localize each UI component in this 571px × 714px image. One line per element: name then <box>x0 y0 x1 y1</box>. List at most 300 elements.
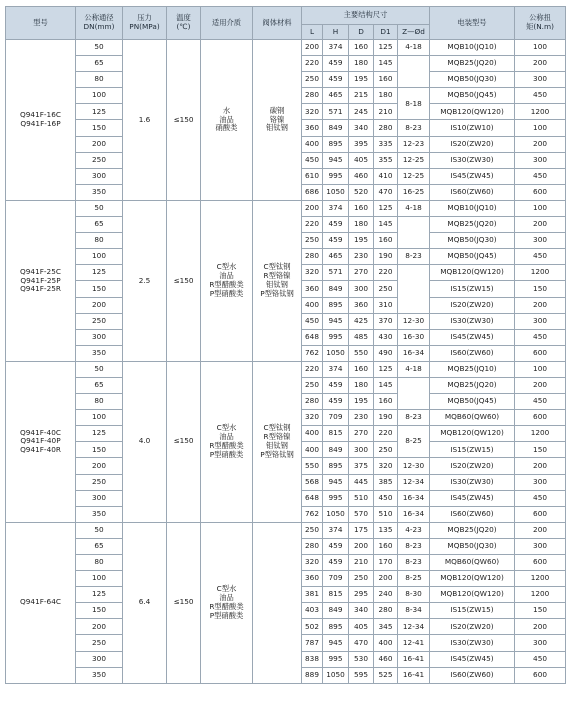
material-cell <box>253 200 302 361</box>
dim-D-cell: 460 <box>349 168 374 184</box>
header-zd: Z—Ød <box>398 25 430 40</box>
medium-cell <box>201 361 253 522</box>
dim-L-cell: 280 <box>302 394 323 410</box>
actuator-cell: IS15(ZW15) <box>430 281 515 297</box>
dim-D-cell: 180 <box>349 217 374 233</box>
dn-cell: 150 <box>76 281 123 297</box>
material-cell <box>253 361 302 522</box>
dim-L-cell: 403 <box>302 603 323 619</box>
dim-H-cell: 374 <box>323 40 349 56</box>
dim-D1-cell: 200 <box>374 571 398 587</box>
dim-H-cell: 571 <box>323 104 349 120</box>
dim-H-cell: 945 <box>323 474 349 490</box>
dim-H-cell: 459 <box>323 377 349 393</box>
dn-cell: 250 <box>76 313 123 329</box>
dim-L-cell: 648 <box>302 490 323 506</box>
torque-cell: 1200 <box>515 426 566 442</box>
torque-cell: 200 <box>515 619 566 635</box>
dim-H-cell: 709 <box>323 410 349 426</box>
dim-D-cell: 175 <box>349 522 374 538</box>
dim-L-cell: 220 <box>302 361 323 377</box>
dim-D-cell: 405 <box>349 152 374 168</box>
dim-L-cell: 450 <box>302 152 323 168</box>
table-row <box>6 361 566 377</box>
dim-D-cell: 595 <box>349 667 374 683</box>
torque-cell: 1200 <box>515 571 566 587</box>
dim-zd-cell: 8-23 <box>398 538 430 554</box>
torque-cell: 100 <box>515 200 566 216</box>
dim-D1-cell: 125 <box>374 361 398 377</box>
dim-L-cell: 250 <box>302 233 323 249</box>
dn-cell: 50 <box>76 522 123 538</box>
dn-cell: 100 <box>76 410 123 426</box>
dim-H-cell: 849 <box>323 442 349 458</box>
dim-L-cell: 400 <box>302 426 323 442</box>
actuator-cell: MQB25(JQ20) <box>430 217 515 233</box>
dim-D1-cell: 430 <box>374 329 398 345</box>
dim-L-cell: 568 <box>302 474 323 490</box>
dim-H-cell: 571 <box>323 265 349 281</box>
dim-D-cell: 395 <box>349 136 374 152</box>
dim-H-cell: 945 <box>323 152 349 168</box>
material-cell-line: 钼钛钢 <box>266 279 288 289</box>
torque-cell: 450 <box>515 88 566 104</box>
torque-cell: 300 <box>515 313 566 329</box>
model-cell-line: Q941F-25C <box>20 266 61 276</box>
dim-H-cell: 459 <box>323 538 349 554</box>
torque-cell: 600 <box>515 506 566 522</box>
dim-L-cell: 220 <box>302 56 323 72</box>
dim-H-cell: 374 <box>323 522 349 538</box>
dim-D-cell: 295 <box>349 587 374 603</box>
material-cell-line: C型钛钢 <box>263 423 291 433</box>
dim-zd-cell: 4-18 <box>398 361 430 377</box>
actuator-cell: IS30(ZW30) <box>430 635 515 651</box>
dim-D-cell: 250 <box>349 571 374 587</box>
dim-D-cell: 210 <box>349 555 374 571</box>
dim-D-cell: 520 <box>349 184 374 200</box>
dn-cell: 150 <box>76 120 123 136</box>
dim-H-cell: 895 <box>323 297 349 313</box>
actuator-cell: MQB50(JQ30) <box>430 538 515 554</box>
actuator-cell: IS45(ZW45) <box>430 651 515 667</box>
dim-zd-cell: 12-41 <box>398 635 430 651</box>
medium-cell <box>201 522 253 683</box>
actuator-cell: IS20(ZW20) <box>430 458 515 474</box>
torque-cell: 200 <box>515 56 566 72</box>
header-L: L <box>302 25 323 40</box>
dim-H-cell: 895 <box>323 136 349 152</box>
dim-H-cell: 459 <box>323 72 349 88</box>
actuator-cell: MQB10(JQ10) <box>430 40 515 56</box>
header-dimensions: 主要结构尺寸 <box>302 7 430 25</box>
header-medium: 适用介质 <box>201 7 253 40</box>
dim-L-cell: 320 <box>302 555 323 571</box>
actuator-cell: MQB25(JQ20) <box>430 377 515 393</box>
actuator-cell: MQB25(JQ20) <box>430 522 515 538</box>
dim-D1-cell: 370 <box>374 313 398 329</box>
torque-cell: 300 <box>515 635 566 651</box>
dim-D1-cell: 220 <box>374 426 398 442</box>
dim-zd-cell <box>398 265 430 313</box>
dim-D-cell: 485 <box>349 329 374 345</box>
material-cell-line: P型铬钛钢 <box>260 288 294 298</box>
dim-D1-cell: 280 <box>374 120 398 136</box>
dim-D1-cell: 160 <box>374 72 398 88</box>
dim-zd-cell: 8-25 <box>398 571 430 587</box>
temp-cell: ≤150 <box>167 522 201 683</box>
material-cell-line: C型钛钢 <box>263 262 291 272</box>
dim-L-cell: 360 <box>302 120 323 136</box>
pn-cell: 6.4 <box>123 522 167 683</box>
dim-zd-cell <box>398 217 430 249</box>
dim-D1-cell: 385 <box>374 474 398 490</box>
medium-cell-line: 油品 <box>219 271 234 281</box>
dim-D-cell: 270 <box>349 265 374 281</box>
dim-D1-cell: 525 <box>374 667 398 683</box>
header-pn-text: 压力 PN(MPa) <box>129 13 160 31</box>
material-cell-line: R型铬镍 <box>263 432 291 442</box>
torque-cell: 200 <box>515 217 566 233</box>
dim-H-cell: 374 <box>323 200 349 216</box>
dn-cell: 200 <box>76 297 123 313</box>
dim-D-cell: 245 <box>349 104 374 120</box>
dn-cell: 100 <box>76 249 123 265</box>
actuator-cell: IS60(ZW60) <box>430 184 515 200</box>
torque-cell: 600 <box>515 184 566 200</box>
actuator-cell: MQB120(QW120) <box>430 104 515 120</box>
dim-H-cell: 709 <box>323 571 349 587</box>
dim-D1-cell: 125 <box>374 200 398 216</box>
torque-cell: 1200 <box>515 587 566 603</box>
dn-cell: 350 <box>76 667 123 683</box>
actuator-cell: IS30(ZW30) <box>430 313 515 329</box>
torque-cell: 600 <box>515 410 566 426</box>
dim-H-cell: 945 <box>323 313 349 329</box>
dim-L-cell: 610 <box>302 168 323 184</box>
model-cell-line: Q941F-40R <box>20 445 61 455</box>
dim-L-cell: 250 <box>302 377 323 393</box>
dim-zd-cell: 8-23 <box>398 249 430 265</box>
model-cell-line: Q941F-25R <box>20 284 61 294</box>
dim-L-cell: 200 <box>302 200 323 216</box>
torque-cell: 600 <box>515 555 566 571</box>
torque-cell: 200 <box>515 377 566 393</box>
dim-D1-cell: 250 <box>374 442 398 458</box>
dim-D1-cell: 460 <box>374 651 398 667</box>
material-cell-line: 钼钛钢 <box>266 123 288 133</box>
dim-D-cell: 570 <box>349 506 374 522</box>
dim-D1-cell: 240 <box>374 587 398 603</box>
torque-cell: 300 <box>515 233 566 249</box>
dn-cell: 125 <box>76 587 123 603</box>
header-model: 型号 <box>6 7 76 40</box>
dim-D1-cell: 190 <box>374 249 398 265</box>
table-row <box>6 40 566 56</box>
dn-cell: 125 <box>76 426 123 442</box>
torque-cell: 200 <box>515 458 566 474</box>
model-cell-line: Q941F-64C <box>20 597 61 607</box>
header-temp <box>167 7 201 40</box>
dim-zd-cell: 4-18 <box>398 40 430 56</box>
dim-D-cell: 215 <box>349 88 374 104</box>
dim-L-cell: 381 <box>302 587 323 603</box>
dim-zd-cell: 4-23 <box>398 522 430 538</box>
header-pn <box>123 7 167 40</box>
actuator-cell: MQB50(JQ30) <box>430 72 515 88</box>
dim-H-cell: 995 <box>323 490 349 506</box>
dn-cell: 125 <box>76 104 123 120</box>
torque-cell: 100 <box>515 40 566 56</box>
dim-H-cell: 849 <box>323 120 349 136</box>
dim-H-cell: 815 <box>323 426 349 442</box>
dim-D1-cell: 160 <box>374 233 398 249</box>
actuator-cell: IS20(ZW20) <box>430 297 515 313</box>
actuator-cell: IS60(ZW60) <box>430 667 515 683</box>
dn-cell: 200 <box>76 458 123 474</box>
dim-zd-cell: 8-30 <box>398 587 430 603</box>
dim-zd-cell <box>398 56 430 88</box>
dim-L-cell: 762 <box>302 345 323 361</box>
medium-cell-line: 油品 <box>219 114 234 124</box>
table-row <box>6 200 566 216</box>
dim-H-cell: 459 <box>323 394 349 410</box>
medium-cell <box>201 200 253 361</box>
dim-zd-cell: 16-41 <box>398 667 430 683</box>
dim-zd-cell: 12-34 <box>398 619 430 635</box>
dim-H-cell: 995 <box>323 329 349 345</box>
dim-H-cell: 459 <box>323 233 349 249</box>
torque-cell: 1200 <box>515 265 566 281</box>
dim-D1-cell: 490 <box>374 345 398 361</box>
dim-D1-cell: 135 <box>374 522 398 538</box>
dn-cell: 250 <box>76 474 123 490</box>
dn-cell: 350 <box>76 345 123 361</box>
dim-H-cell: 465 <box>323 249 349 265</box>
dim-L-cell: 762 <box>302 506 323 522</box>
actuator-cell: IS15(ZW15) <box>430 603 515 619</box>
dn-cell: 65 <box>76 217 123 233</box>
dn-cell: 80 <box>76 72 123 88</box>
dim-D1-cell: 170 <box>374 555 398 571</box>
dim-D-cell: 300 <box>349 442 374 458</box>
medium-cell-line: 油品 <box>219 432 234 442</box>
dim-L-cell: 686 <box>302 184 323 200</box>
dim-H-cell: 1050 <box>323 345 349 361</box>
dim-D-cell: 470 <box>349 635 374 651</box>
dim-D-cell: 405 <box>349 619 374 635</box>
dn-cell: 200 <box>76 619 123 635</box>
dim-L-cell: 360 <box>302 281 323 297</box>
dim-D1-cell: 145 <box>374 56 398 72</box>
dim-D1-cell: 160 <box>374 394 398 410</box>
header-actuator: 电装型号 <box>430 7 515 40</box>
header-temp-text: 温度 (℃) <box>176 13 191 31</box>
dim-D1-cell: 220 <box>374 265 398 281</box>
medium-cell-line: P型硝酸类 <box>209 449 244 459</box>
dim-zd-cell: 16-41 <box>398 651 430 667</box>
dn-cell: 200 <box>76 136 123 152</box>
dim-L-cell: 648 <box>302 329 323 345</box>
medium-cell-line: C型水 <box>216 262 237 272</box>
model-cell <box>6 200 76 361</box>
dim-D1-cell: 280 <box>374 603 398 619</box>
dn-cell: 80 <box>76 555 123 571</box>
dim-L-cell: 838 <box>302 651 323 667</box>
dim-L-cell: 360 <box>302 571 323 587</box>
dim-D1-cell: 345 <box>374 619 398 635</box>
model-cell-line: Q941F-25P <box>20 275 61 285</box>
dim-L-cell: 320 <box>302 410 323 426</box>
actuator-cell: MQB120(QW120) <box>430 571 515 587</box>
material-cell-line: 碳钢 <box>269 105 285 115</box>
torque-cell: 100 <box>515 361 566 377</box>
model-cell <box>6 40 76 201</box>
torque-cell: 450 <box>515 329 566 345</box>
dim-L-cell: 889 <box>302 667 323 683</box>
dim-D1-cell: 210 <box>374 104 398 120</box>
pn-cell: 4.0 <box>123 361 167 522</box>
actuator-cell: IS30(ZW30) <box>430 152 515 168</box>
torque-cell: 450 <box>515 394 566 410</box>
model-cell-line: Q941F-40C <box>20 427 61 437</box>
dim-D1-cell: 320 <box>374 458 398 474</box>
dim-H-cell: 459 <box>323 555 349 571</box>
header-torque <box>515 7 566 40</box>
material-cell-line: 铬镍 <box>269 114 285 124</box>
actuator-cell: MQB50(JQ45) <box>430 88 515 104</box>
temp-cell: ≤150 <box>167 40 201 201</box>
dim-H-cell: 815 <box>323 587 349 603</box>
dn-cell: 250 <box>76 635 123 651</box>
actuator-cell: IS30(ZW30) <box>430 474 515 490</box>
torque-cell: 150 <box>515 442 566 458</box>
actuator-cell: IS45(ZW45) <box>430 490 515 506</box>
dim-D1-cell: 450 <box>374 490 398 506</box>
dim-D-cell: 425 <box>349 313 374 329</box>
dim-D-cell: 195 <box>349 72 374 88</box>
actuator-cell: MQB60(QW60) <box>430 555 515 571</box>
material-cell-line: 钼钛钢 <box>266 440 288 450</box>
medium-cell-line: R型醋酸类 <box>209 440 244 450</box>
torque-cell: 450 <box>515 490 566 506</box>
material-cell-line: P型铬钛钢 <box>260 449 294 459</box>
model-cell <box>6 522 76 683</box>
dim-L-cell: 280 <box>302 88 323 104</box>
actuator-cell: MQB25(JQ10) <box>430 361 515 377</box>
dim-L-cell: 280 <box>302 249 323 265</box>
model-cell-line: Q941F-40P <box>20 436 61 446</box>
dn-cell: 50 <box>76 361 123 377</box>
dn-cell: 300 <box>76 490 123 506</box>
dim-L-cell: 250 <box>302 522 323 538</box>
temp-cell: ≤150 <box>167 361 201 522</box>
actuator-cell: MQB10(JQ10) <box>430 200 515 216</box>
dim-D-cell: 510 <box>349 490 374 506</box>
dim-zd-cell: 4-18 <box>398 200 430 216</box>
header-D: D <box>349 25 374 40</box>
medium-cell-line: R型醋酸类 <box>209 279 244 289</box>
dim-zd-cell: 8-23 <box>398 410 430 426</box>
torque-cell: 200 <box>515 522 566 538</box>
dim-H-cell: 945 <box>323 635 349 651</box>
torque-cell: 450 <box>515 249 566 265</box>
dim-D-cell: 340 <box>349 603 374 619</box>
dim-zd-cell: 16-30 <box>398 329 430 345</box>
actuator-cell: IS20(ZW20) <box>430 619 515 635</box>
dim-zd-cell: 12-25 <box>398 152 430 168</box>
dim-D1-cell: 410 <box>374 168 398 184</box>
dim-D1-cell: 125 <box>374 40 398 56</box>
dim-H-cell: 849 <box>323 281 349 297</box>
dn-cell: 65 <box>76 377 123 393</box>
dim-zd-cell: 8-18 <box>398 88 430 120</box>
dim-D-cell: 160 <box>349 200 374 216</box>
medium-cell-line: R型醋酸类 <box>209 601 244 611</box>
dim-zd-cell: 12-23 <box>398 136 430 152</box>
actuator-cell: MQB25(JQ20) <box>430 56 515 72</box>
dim-H-cell: 849 <box>323 603 349 619</box>
medium-cell <box>201 40 253 201</box>
pn-cell: 2.5 <box>123 200 167 361</box>
dim-H-cell: 995 <box>323 168 349 184</box>
dim-D-cell: 200 <box>349 538 374 554</box>
torque-cell: 300 <box>515 538 566 554</box>
dim-D-cell: 270 <box>349 426 374 442</box>
temp-cell: ≤150 <box>167 200 201 361</box>
actuator-cell: IS20(ZW20) <box>430 136 515 152</box>
dim-H-cell: 895 <box>323 619 349 635</box>
model-cell <box>6 361 76 522</box>
torque-cell: 450 <box>515 651 566 667</box>
dim-H-cell: 1050 <box>323 506 349 522</box>
header-material: 阀体材料 <box>253 7 302 40</box>
dim-D-cell: 160 <box>349 40 374 56</box>
actuator-cell: MQB120(QW120) <box>430 426 515 442</box>
dim-D-cell: 530 <box>349 651 374 667</box>
dim-zd-cell: 8-25 <box>398 426 430 458</box>
dim-L-cell: 450 <box>302 313 323 329</box>
dim-L-cell: 502 <box>302 619 323 635</box>
dim-L-cell: 400 <box>302 297 323 313</box>
dim-D-cell: 340 <box>349 120 374 136</box>
table-row <box>6 522 566 538</box>
dim-zd-cell: 8-34 <box>398 603 430 619</box>
medium-cell-line: C型水 <box>216 584 237 594</box>
medium-cell-line: P型硝酸类 <box>209 610 244 620</box>
header-dn-text: 公称通径 DN(mm) <box>83 13 115 31</box>
dim-D-cell: 160 <box>349 361 374 377</box>
actuator-cell: MQB50(JQ30) <box>430 233 515 249</box>
dn-cell: 100 <box>76 571 123 587</box>
dim-zd-cell: 12-30 <box>398 458 430 474</box>
medium-cell-line: 水 <box>222 105 231 115</box>
actuator-cell: IS60(ZW60) <box>430 345 515 361</box>
dim-D1-cell: 180 <box>374 88 398 104</box>
header-H: H <box>323 25 349 40</box>
dn-cell: 300 <box>76 651 123 667</box>
dim-D1-cell: 400 <box>374 635 398 651</box>
dim-D-cell: 360 <box>349 297 374 313</box>
torque-cell: 200 <box>515 297 566 313</box>
dim-D1-cell: 355 <box>374 152 398 168</box>
spec-table-container <box>5 6 565 684</box>
dim-L-cell: 400 <box>302 442 323 458</box>
dn-cell: 100 <box>76 88 123 104</box>
dim-D-cell: 300 <box>349 281 374 297</box>
dim-H-cell: 374 <box>323 361 349 377</box>
valve-spec-table <box>5 6 566 684</box>
